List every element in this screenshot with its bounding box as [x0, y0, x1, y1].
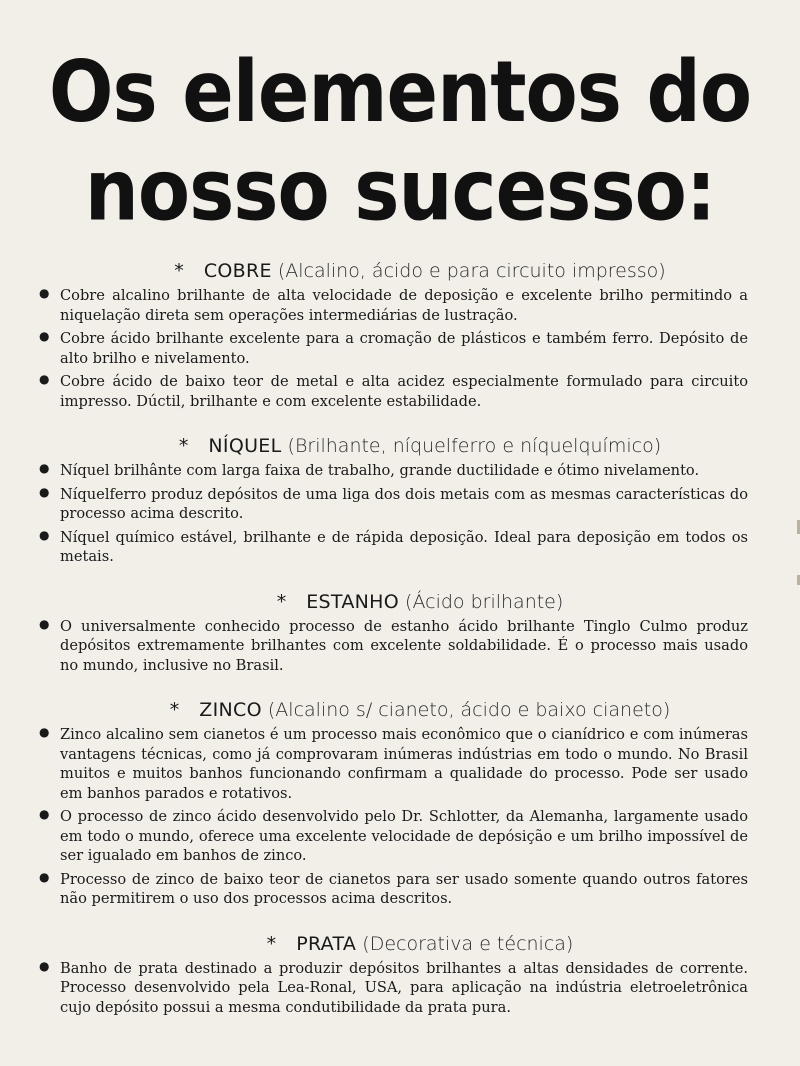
bullet-list [0, 286, 800, 411]
section-metal: PRATA [296, 932, 357, 955]
section-subtitle: (Brilhante, níquelferro e níquelquímico) [287, 435, 662, 457]
bullet-list [0, 617, 800, 676]
title-line-1: Os elementos do [48, 41, 752, 142]
bullet-item: ● Cobre ácido de baixo teor de metal e alta acidez especialmente formulado para circuito impresso. Dúctil, brilhante e com excelente estabilidade. [60, 372, 748, 411]
section-heading [0, 433, 800, 459]
section-subtitle: (Alcalino s/ cianeto, ácido e baixo cianeto) [267, 699, 671, 721]
section-heading [0, 589, 800, 615]
bullet-list [0, 461, 800, 567]
bullet-item: ● Cobre ácido brilhante excelente para a cromação de plásticos e também ferro. Depósito de alto brilho e nivelamento. [60, 329, 748, 368]
asterisk-icon: * [276, 590, 287, 613]
bullet-list [0, 725, 800, 909]
section-heading [0, 697, 800, 723]
bullet-item: ● Cobre alcalino brilhante de alta velocidade de deposição e excelente brilho permitindo a niquelação direta sem operações intermediárias de lustração. [60, 286, 748, 325]
asterisk-icon: * [178, 435, 189, 457]
section-metal: COBRE [203, 260, 272, 282]
page-title [0, 0, 800, 240]
bullet-item: ● Níquel químico estável, brilhante e de rápida deposição. Ideal para deposição em todos os metais. [60, 528, 748, 567]
bullet-item: ● Banho de prata destinado a produzir depósitos brilhantes a altas densidades de corrente. Processo desenvolvido pela Lea-Ronal, USA, para aplicação na indústria eletroeletrônica cujo depósito possui a mesma condutibilidade da prata pura. [60, 959, 748, 1018]
section-subtitle: (Decorativa e técnica) [362, 932, 574, 955]
bullet-item: ● Zinco alcalino sem cianetos é um processo mais econômico que o cianídrico e com inúmeras vantagens técnicas, como já comprovaram inúmeras indústrias em todo o mundo. No Brasil muitos e muitos banhos funcionando confirmam a qualidade do processo. Pode ser usado em banhos parados e rotativos. [60, 725, 748, 803]
section-metal: ESTANHO [306, 590, 399, 613]
title-line-2: nosso sucesso: [84, 140, 716, 240]
bullet-item: ● Processo de zinco de baixo teor de cianetos para ser usado somente quando outros fatores não permitirem o uso dos processos acima descritos. [60, 870, 748, 909]
section-zinco [0, 697, 800, 909]
asterisk-icon: * [266, 932, 277, 955]
bullet-item: ● Níquelferro produz depósitos de uma liga dos dois metais com as mesmas características do processo acima descrito. [60, 485, 748, 524]
section-metal: NÍQUEL [208, 435, 282, 457]
section-prata [0, 931, 800, 1018]
section-estanho [0, 589, 800, 676]
section-subtitle: (Alcalino, ácido e para circuito impresso) [277, 260, 666, 282]
section-heading [0, 258, 800, 284]
section-cobre [0, 258, 800, 411]
asterisk-icon: * [169, 699, 180, 721]
bullet-item: ● Níquel brilhânte com larga faixa de trabalho, grande ductilidade e ótimo nivelamento. [60, 461, 748, 481]
bullet-item: ● O processo de zinco ácido desenvolvido pelo Dr. Schlotter, da Alemanha, largamente usado em todo o mundo, oferece uma excelente velocidade de depósição e um brilho impossível de ser igualado em banhos de zinco. [60, 807, 748, 866]
section-metal: ZINCO [199, 699, 262, 721]
bullet-item: ● O universalmente conhecido processo de estanho ácido brilhante Tinglo Culmo produz depósitos extremamente brilhantes com excelente soldabilidade. É o processo mais usado no mundo, inclusive no Brasil. [60, 617, 748, 676]
section-subtitle: (Ácido brilhante) [405, 590, 564, 613]
section-heading [0, 931, 800, 957]
asterisk-icon: * [174, 260, 184, 282]
section-niquel [0, 433, 800, 567]
bullet-list [0, 959, 800, 1018]
sections-list [0, 258, 800, 1039]
